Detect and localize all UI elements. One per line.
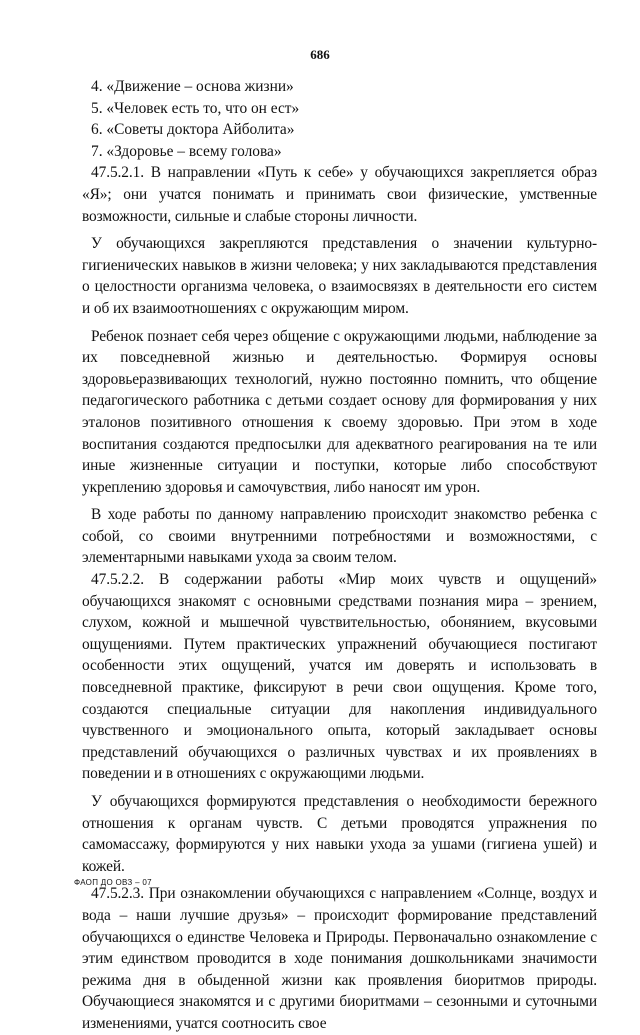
paragraph-47-5-2-1: 47.5.2.1. В направлении «Путь к себе» у обучающихся закрепляется образ «Я»; они учатся понимать и принимать свои физические, умственные возможности, сильные и слабые стороны личности. bbox=[82, 164, 597, 225]
list-item: 7. «Здоровье – всему голова» bbox=[91, 142, 282, 160]
page-number: 686 bbox=[310, 47, 330, 62]
list-item: 6. «Советы доктора Айболита» bbox=[91, 121, 295, 139]
paragraph: В ходе работы по данному направлению происходит знакомство ребенка с собой, со своими внутренними потребностями и возможностями, с элементарными навыками ухода за своим телом. bbox=[82, 506, 597, 567]
paragraph: Ребенок познает себя через общение с окружающими людьми, наблюдение за их повседневной жизнью и деятельностью. Формируя основы здоровьеразвивающих технологий, нужно постоянно помнить, что общение педагогического работника с детьми создает основу для формирования у них эталонов позитивного отношения к своему здоровью. При этом в ходе воспитания создаются предпосылки для адекватного реагирования на те или иные жизненные ситуации и поступки, которые либо способствуют укреплению здоровья и самочувствия, либо наносят им урон. bbox=[82, 327, 597, 496]
list-item: 5. «Человек есть то, что он ест» bbox=[91, 99, 300, 117]
page-content bbox=[82, 76, 597, 1035]
paragraph: У обучающихся закрепляются представления о значении культурно-гигиенических навыков в жизни человека; у них закладываются представления о целостности организма человека, о взаимосвязях в деятельности его систем и об их взаимоотношениях с окружающим миром. bbox=[82, 235, 597, 317]
paragraph-47-5-2-3: 47.5.2.3. При ознакомлении обучающихся с направлением «Солнце, воздух и вода – наши лучшие друзья» – происходит формирование представлений обучающихся о единстве Человека и Природы. Первоначально ознакомление с этим единством проводится в ходе понимания дошкольниками значимости режима дня в обыденной жизни как проявления биоритмов природы. Обучающиеся знакомятся и с другими биоритмами – сезонными и суточными изменениями, учатся соотносить свое bbox=[82, 885, 597, 1032]
page-footer: ФАОП ДО ОВЗ – 07 bbox=[74, 878, 152, 887]
paragraph-47-5-2-2: 47.5.2.2. В содержании работы «Мир моих чувств и ощущений» обучающихся знакомят с основными средствами познания мира – зрением, слухом, кожной и мышечной чувствительностью, обонянием, вкусовыми ощущениями. Путем практических упражнений обучающиеся постигают особенности этих ощущений, учатся им доверять и использовать в повседневной практике, фиксируют в речи свои ощущения. Кроме того, создаются специальные ситуации для накопления индивидуального чувственного и эмоционального опыта, который закладывает основы представлений обучающихся о различных чувствах и их проявлениях в поведении и в отношениях с окружающими людьми. bbox=[82, 571, 597, 783]
paragraph: У обучающихся формируются представления о необходимости бережного отношения к органам чувств. С детьми проводятся упражнения по самомассажу, формируются у них навыки ухода за ушами (гигиена ушей) и кожей. bbox=[82, 793, 597, 875]
list-item: 4. «Движение – основа жизни» bbox=[91, 78, 294, 95]
